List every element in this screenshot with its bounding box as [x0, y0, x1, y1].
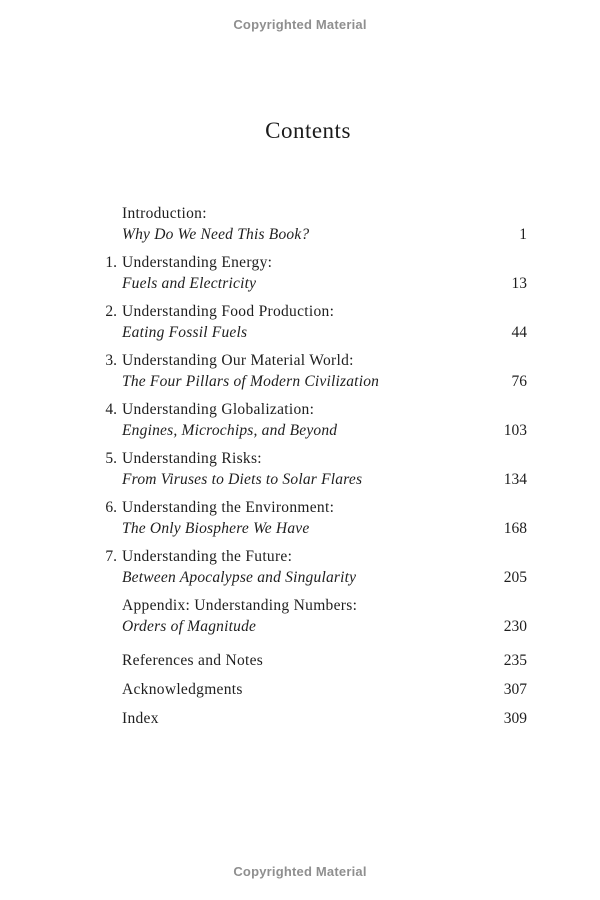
toc-entry-number [100, 203, 122, 245]
copyright-notice-top: Copyrighted Material [233, 17, 367, 32]
toc-entry-subtitle: The Only Biosphere We Have [122, 520, 310, 537]
back-matter-page-number: 307 [503, 681, 527, 698]
toc-entry-number: 7. [105, 548, 117, 565]
toc-entry-title: Understanding Risks: [122, 450, 262, 467]
copyright-notice-bottom: Copyrighted Material [233, 864, 367, 879]
toc-entry-subtitle: The Four Pillars of Modern Civilization [122, 373, 380, 390]
toc-entry [100, 546, 527, 588]
toc-entry-title: Understanding the Future: [122, 548, 293, 565]
back-matter-title: Index [122, 710, 159, 727]
toc-entry-subtitle: Engines, Microchips, and Beyond [122, 422, 338, 439]
toc-entry-title: Understanding Globalization: [122, 401, 315, 418]
toc-entry-page-number: 134 [503, 471, 527, 488]
toc-entry-page-number: 205 [503, 569, 527, 586]
toc-entry-title: Understanding the Environment: [122, 499, 335, 516]
toc-entry [100, 448, 527, 490]
toc-entry-number: 2. [105, 303, 117, 320]
toc-entry-subtitle: Between Apocalypse and Singularity [122, 569, 357, 586]
toc-entry-number: 4. [105, 401, 117, 418]
toc-entry-page-number: 13 [511, 275, 527, 292]
toc-entry-title: Introduction: [122, 205, 207, 222]
back-matter-entry [100, 708, 527, 729]
toc-entry-title: Appendix: Understanding Numbers: [122, 597, 358, 614]
toc-entry [100, 301, 527, 343]
back-matter-entry [100, 679, 527, 700]
toc-entry-title: Understanding Food Production: [122, 303, 335, 320]
toc-entry-number: 3. [105, 352, 117, 369]
toc-entry-page-number: 168 [503, 520, 527, 537]
toc-entry-subtitle: Orders of Magnitude [122, 618, 257, 635]
toc-entry-title: Understanding Our Material World: [122, 352, 354, 369]
back-matter-page-number: 235 [503, 652, 527, 669]
table-of-contents [100, 203, 527, 737]
toc-entry-subtitle: From Viruses to Diets to Solar Flares [122, 471, 363, 488]
toc-entry-number: 6. [105, 499, 117, 516]
toc-entry [100, 350, 527, 392]
page-title: Contents [265, 118, 351, 143]
toc-entry-subtitle: Why Do We Need This Book? [122, 226, 310, 243]
toc-entry-number: 5. [105, 450, 117, 467]
toc-entry [100, 252, 527, 294]
toc-entry-page-number: 44 [511, 324, 527, 341]
toc-entry-number [100, 595, 122, 637]
toc-entry-title: Understanding Energy: [122, 254, 273, 271]
toc-entry-subtitle: Eating Fossil Fuels [122, 324, 248, 341]
back-matter-list [100, 650, 527, 729]
back-matter-title: Acknowledgments [122, 681, 243, 698]
toc-entry [100, 399, 527, 441]
back-matter-page-number: 309 [503, 710, 527, 727]
toc-entry-page-number: 76 [511, 373, 527, 390]
toc-entry-page-number: 103 [503, 422, 527, 439]
toc-entry-number: 1. [105, 254, 117, 271]
toc-entry [100, 595, 527, 637]
toc-entry-subtitle: Fuels and Electricity [122, 275, 257, 292]
back-matter-title: References and Notes [122, 652, 264, 669]
toc-entry [100, 203, 527, 245]
toc-entry [100, 497, 527, 539]
back-matter-entry [100, 650, 527, 671]
toc-entry-page-number: 1 [519, 226, 527, 243]
toc-entry-page-number: 230 [503, 618, 527, 635]
